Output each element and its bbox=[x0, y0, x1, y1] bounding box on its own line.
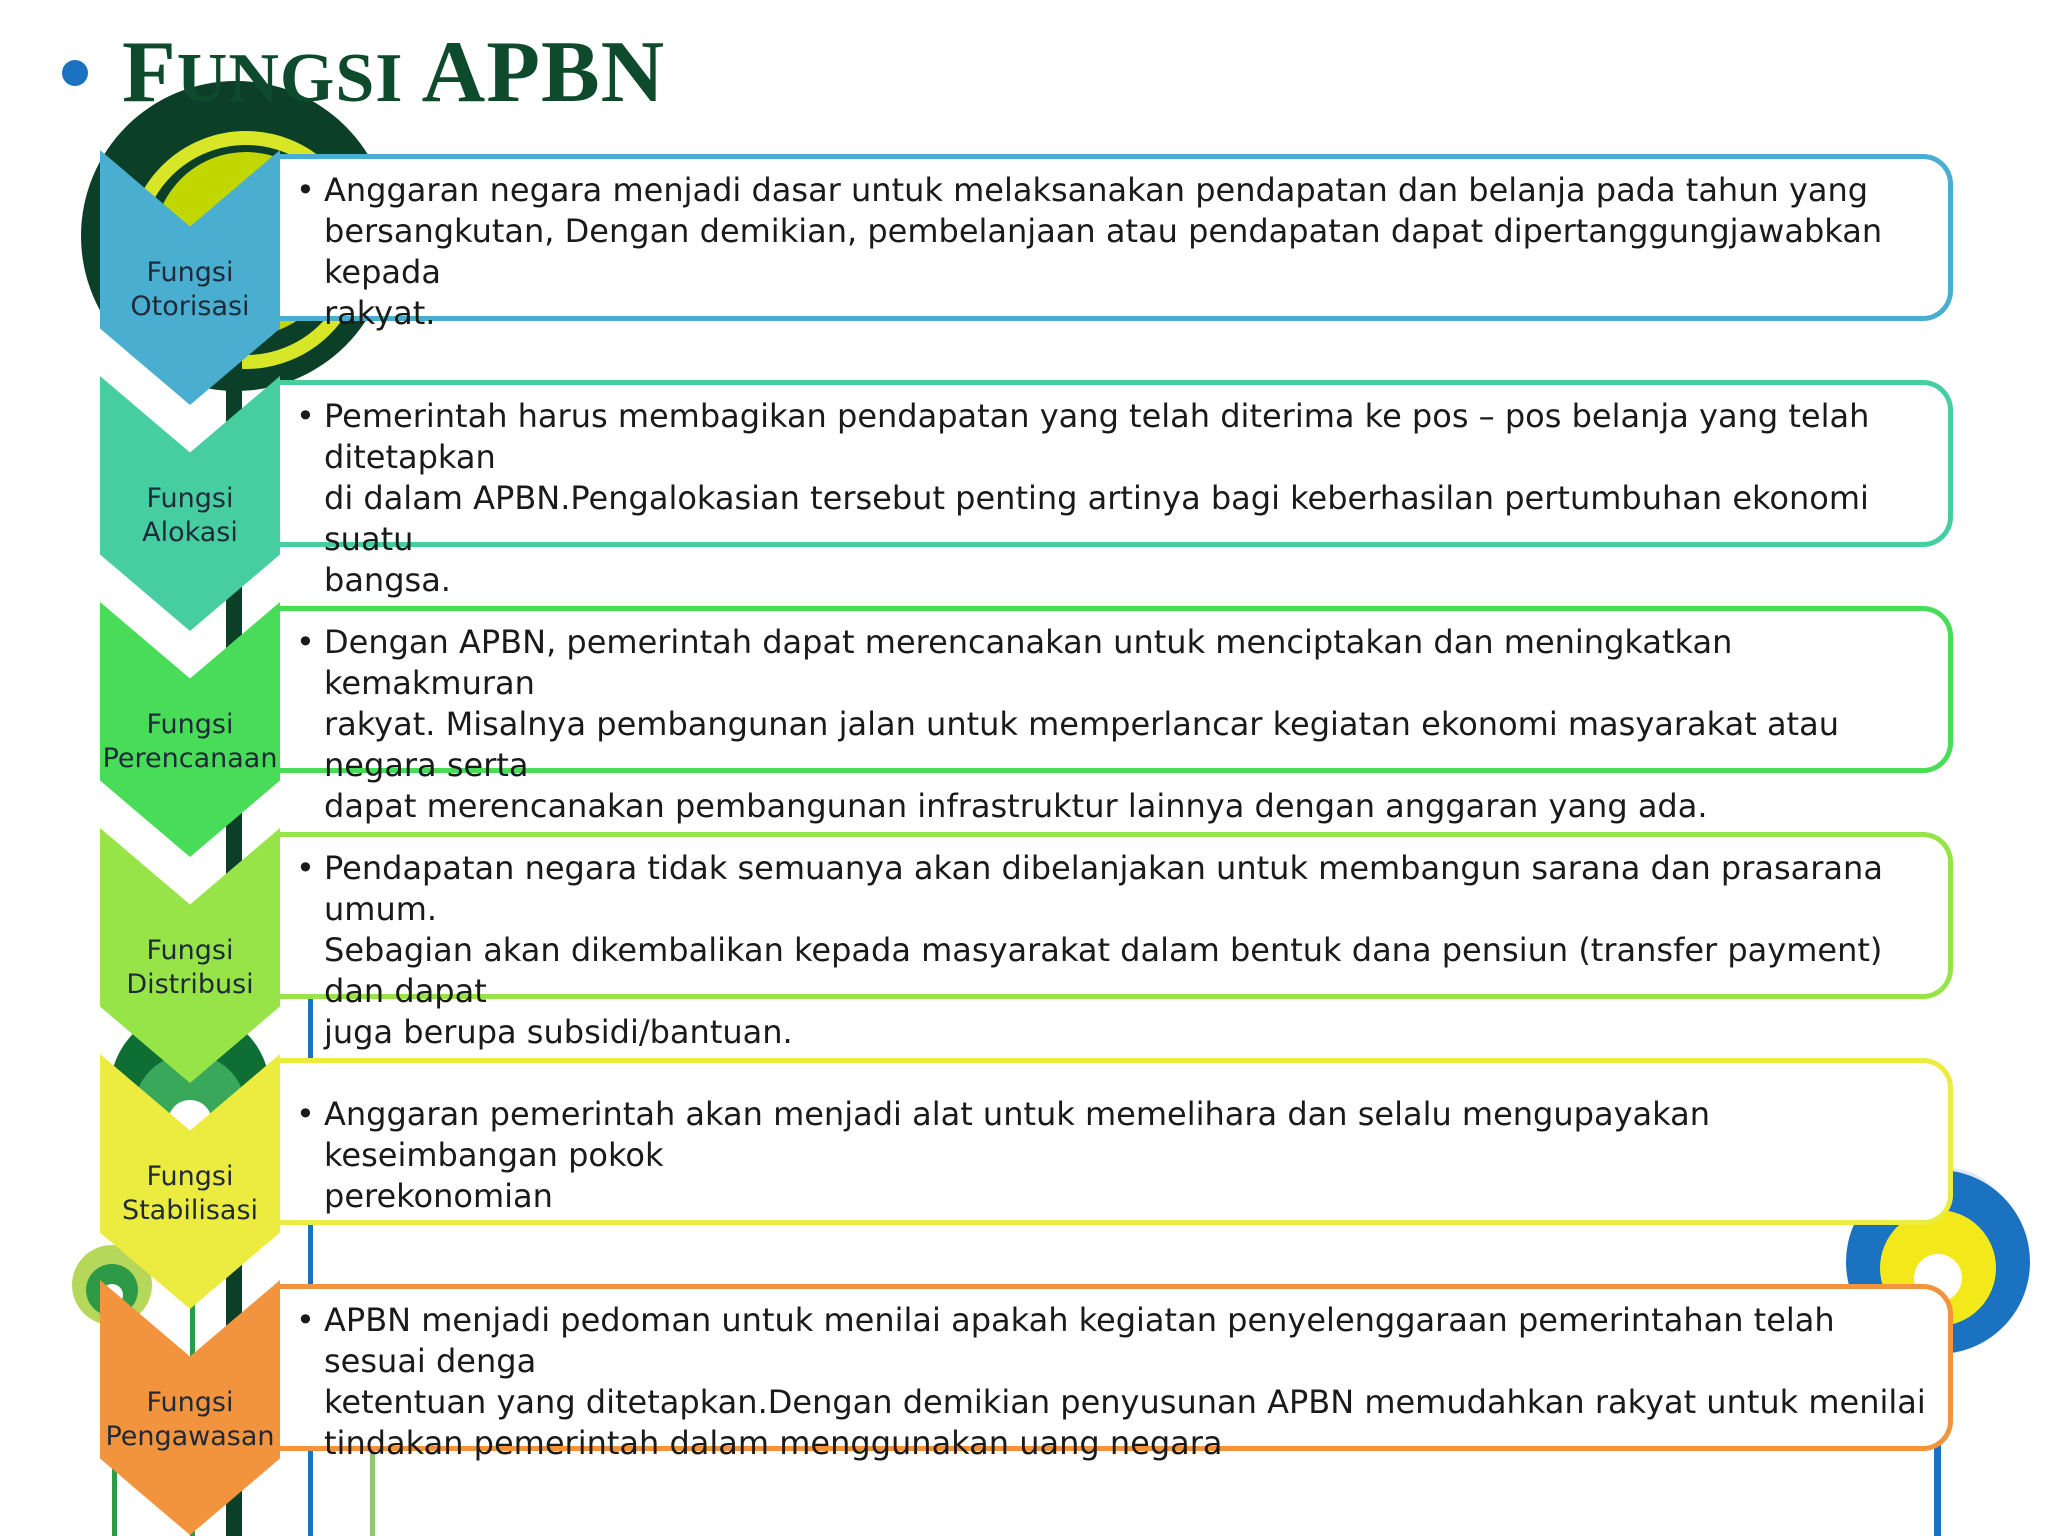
description-text bbox=[296, 1300, 1946, 1464]
label-line-2: Alokasi bbox=[142, 517, 238, 548]
function-row-stabilisasi bbox=[0, 1054, 2048, 1284]
title-rest: APBN bbox=[403, 24, 666, 121]
description-text bbox=[296, 396, 1946, 601]
description-content: Dengan APBN, pemerintah dapat merencanakan untuk menciptakan dan meningkatkan kemakmuran rakyat. Misalnya pembangunan jalan untuk memperlancar kegiatan ekonomi masyarakat atau negara serta dapat merencanakan pembangunan infrastruktur lainnya dengan anggaran yang ada. bbox=[324, 623, 1839, 825]
chevron-label bbox=[100, 1375, 280, 1465]
description-text bbox=[296, 1094, 1946, 1217]
chevron-label bbox=[100, 245, 280, 335]
title-initial: F bbox=[122, 24, 177, 121]
chevron-label bbox=[100, 471, 280, 561]
function-row-alokasi bbox=[0, 376, 2048, 606]
label-line-2: Otorisasi bbox=[130, 291, 250, 322]
label-line-2: Pengawasan bbox=[105, 1421, 275, 1452]
bullet-icon: • bbox=[296, 397, 315, 435]
function-row-perencanaan bbox=[0, 602, 2048, 832]
label-line-2: Perencanaan bbox=[102, 743, 278, 774]
description-text bbox=[296, 170, 1946, 334]
label-line-1: Fungsi bbox=[146, 709, 234, 740]
description-content: Anggaran pemerintah akan menjadi alat untuk memelihara dan selalu mengupayakan keseimbangan pokok perekonomian bbox=[324, 1095, 1710, 1215]
description-text bbox=[296, 622, 1946, 827]
chevron-label bbox=[100, 697, 280, 787]
bullet-icon: • bbox=[296, 623, 315, 661]
title-area bbox=[62, 18, 665, 128]
label-line-1: Fungsi bbox=[146, 1387, 234, 1418]
description-content: Anggaran negara menjadi dasar untuk melaksanakan pendapatan dan belanja pada tahun yang bersangkutan, Dengan demikian, pembelanjaan atau pendapatan dapat dipertanggungjawabkan kepada rakyat. bbox=[324, 171, 1883, 332]
bullet-icon: • bbox=[296, 1095, 315, 1133]
page-title bbox=[122, 24, 666, 121]
label-line-1: Fungsi bbox=[146, 257, 234, 288]
description-text bbox=[296, 848, 1946, 1053]
label-line-1: Fungsi bbox=[146, 935, 234, 966]
function-row-otorisasi bbox=[0, 150, 2048, 380]
chevron-label bbox=[100, 923, 280, 1013]
bullet-icon: • bbox=[296, 171, 315, 209]
label-line-2: Distribusi bbox=[126, 969, 254, 1000]
description-content: Pemerintah harus membagikan pendapatan yang telah diterima ke pos – pos belanja yang telah ditetapkan di dalam APBN.Pengalokasian tersebut penting artinya bagi keberhasilan pertumbuhan ekonomi suatu bangsa. bbox=[324, 397, 1870, 599]
description-content: Pendapatan negara tidak semuanya akan dibelanjakan untuk membangun sarana dan prasarana umum. Sebagian akan dikembalikan kepada masyarakat dalam bentuk dana pensiun (transfer payment) dan dapat juga berupa subsidi/bantuan. bbox=[324, 849, 1883, 1051]
title-smallcaps: UNGSI bbox=[176, 40, 404, 117]
bullet-icon: • bbox=[296, 1301, 315, 1339]
bullet-icon: • bbox=[296, 849, 315, 887]
function-row-pengawasan bbox=[0, 1280, 2048, 1510]
label-line-1: Fungsi bbox=[146, 1161, 234, 1192]
label-line-2: Stabilisasi bbox=[121, 1195, 259, 1226]
label-line-1: Fungsi bbox=[146, 483, 234, 514]
function-row-distribusi bbox=[0, 828, 2048, 1058]
chevron-label bbox=[100, 1149, 280, 1239]
description-content: APBN menjadi pedoman untuk menilai apakah kegiatan penyelenggaraan pemerintahan telah sesuai denga ketentuan yang ditetapkan.Dengan demikian penyusunan APBN memudahkan rakyat untuk menilai tindakan pemerintah dalam menggunakan uang negara bbox=[324, 1301, 1926, 1462]
title-bullet bbox=[62, 60, 88, 86]
